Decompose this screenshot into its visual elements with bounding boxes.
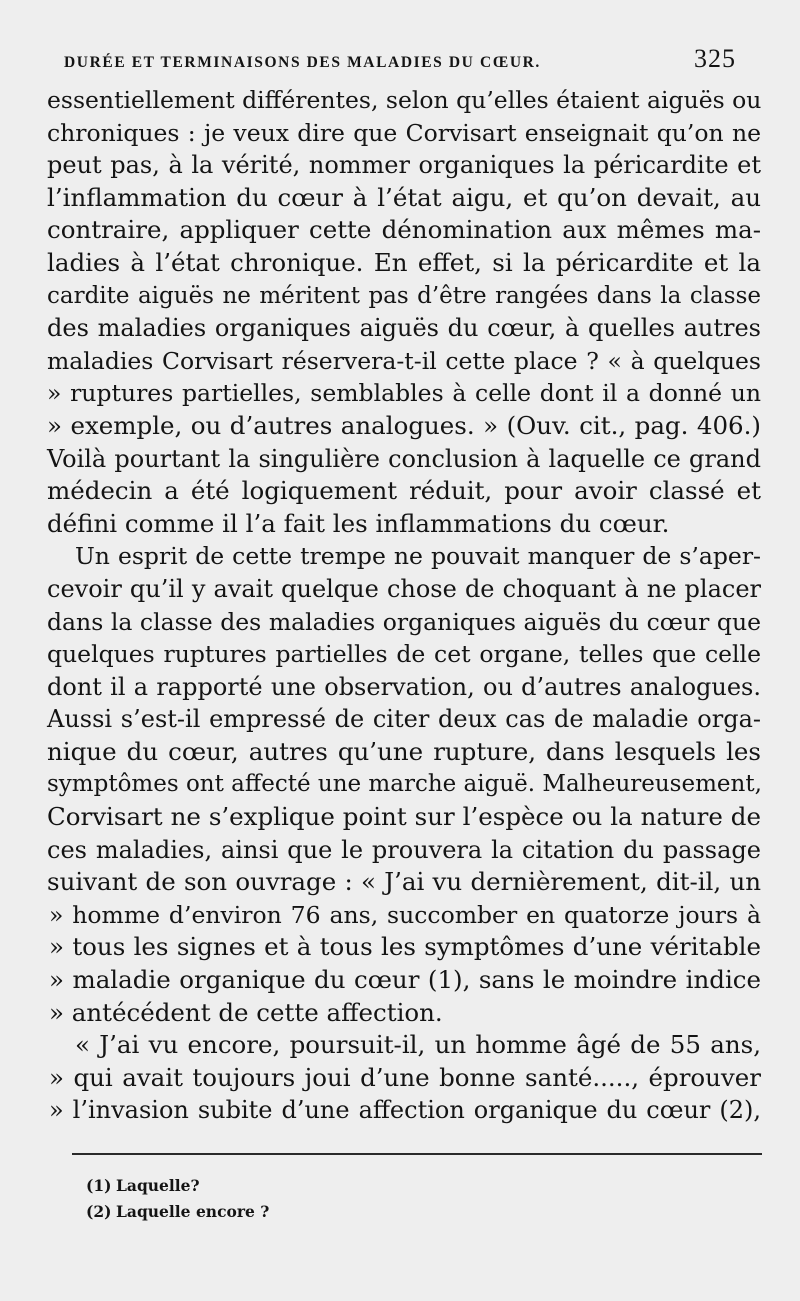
footnote-text: Laquelle? [116, 1176, 200, 1195]
text-line: » maladie organique du cœur (1), sans le moindre indice [49, 965, 761, 995]
footnote-rule [72, 1153, 762, 1155]
text-line: » antécédent de cette affection. [49, 997, 443, 1027]
footnote [86, 1199, 486, 1225]
text-line: « J’ai vu encore, poursuit-il, un homme âgé de 55 ans, [75, 1030, 761, 1060]
footnote [86, 1173, 486, 1199]
footnotes [86, 1173, 486, 1225]
text-line: défini comme il l’a fait les inflammations du cœur. [47, 508, 670, 538]
text-line: ladies à l’état chronique. En effet, si la péricardite et la [47, 247, 761, 277]
text-line: Un esprit de cette trempe ne pouvait manquer de s’aper- [75, 542, 761, 571]
body-text [47, 84, 761, 1127]
text-line: dont il a rapporté une observation, ou d’autres analogues. [47, 672, 761, 701]
footnote-number: (1) [86, 1176, 112, 1195]
text-line: Voilà pourtant la singulière conclusion à laquelle ce grand [47, 444, 761, 473]
text-line: » l’invasion subite d’une affection organique du cœur (2), [49, 1096, 761, 1125]
text-line: suivant de son ouvrage : « J’ai vu dernièrement, dit-il, un [47, 867, 761, 897]
text-line: » ruptures partielles, semblables à celle dont il a donné un [47, 379, 761, 408]
text-line: l’inflammation du cœur à l’état aigu, et qu’on devait, au [47, 182, 761, 212]
text-line: » qui avait toujours joui d’une bonne santé....., éprouver [49, 1062, 761, 1092]
text-line: cevoir qu’il y avait quelque chose de choquant à ne placer [47, 574, 761, 603]
text-line: contraire, appliquer cette dénomination aux mêmes ma- [47, 215, 761, 245]
page-number: 325 [694, 44, 736, 73]
text-line: dans la classe des maladies organiques aiguës du cœur que [47, 607, 761, 636]
text-line: ces maladies, ainsi que le prouvera la citation du passage [47, 835, 761, 864]
text-line: Corvisart ne s’explique point sur l’espèce ou la nature de [47, 802, 761, 832]
text-line: quelques ruptures partielles de cet organe, telles que celle [47, 640, 761, 669]
text-line: Aussi s’est-il empressé de citer deux cas de maladie orga- [47, 705, 761, 734]
running-head: DURÉE ET TERMINAISONS DES MALADIES DU CŒUR. [64, 54, 541, 71]
text-line: » homme d’environ 76 ans, succomber en quatorze jours à [49, 900, 761, 929]
text-line: peut pas, à la vérité, nommer organiques la péricardite et [47, 151, 761, 180]
footnote-number: (2) [86, 1202, 112, 1221]
footnote-text: Laquelle encore ? [116, 1202, 270, 1221]
text-line: des maladies organiques aiguës du cœur, à quelles autres [47, 314, 761, 343]
text-line: essentiellement différentes, selon qu’elles étaient aiguës ou [47, 86, 762, 114]
text-line: chroniques : je veux dire que Corvisart enseignait qu’on ne [47, 118, 761, 147]
text-line: » exemple, ou d’autres analogues. » (Ouv. cit., pag. 406.) [47, 410, 761, 440]
text-line: maladies Corvisart réservera-t-il cette place ? « à quelques [47, 346, 761, 375]
text-line: » tous les signes et à tous les symptômes d’une véritable [49, 932, 761, 962]
text-line: médecin a été logiquement réduit, pour avoir classé et [47, 476, 761, 506]
text-line: cardite aiguës ne méritent pas d’être rangées dans la classe [47, 282, 761, 309]
text-line: nique du cœur, autres qu’une rupture, dans lesquels les [47, 736, 761, 766]
text-line: symptômes ont affecté une marche aiguë. Malheureusement, [47, 771, 762, 798]
page-header [64, 44, 736, 74]
